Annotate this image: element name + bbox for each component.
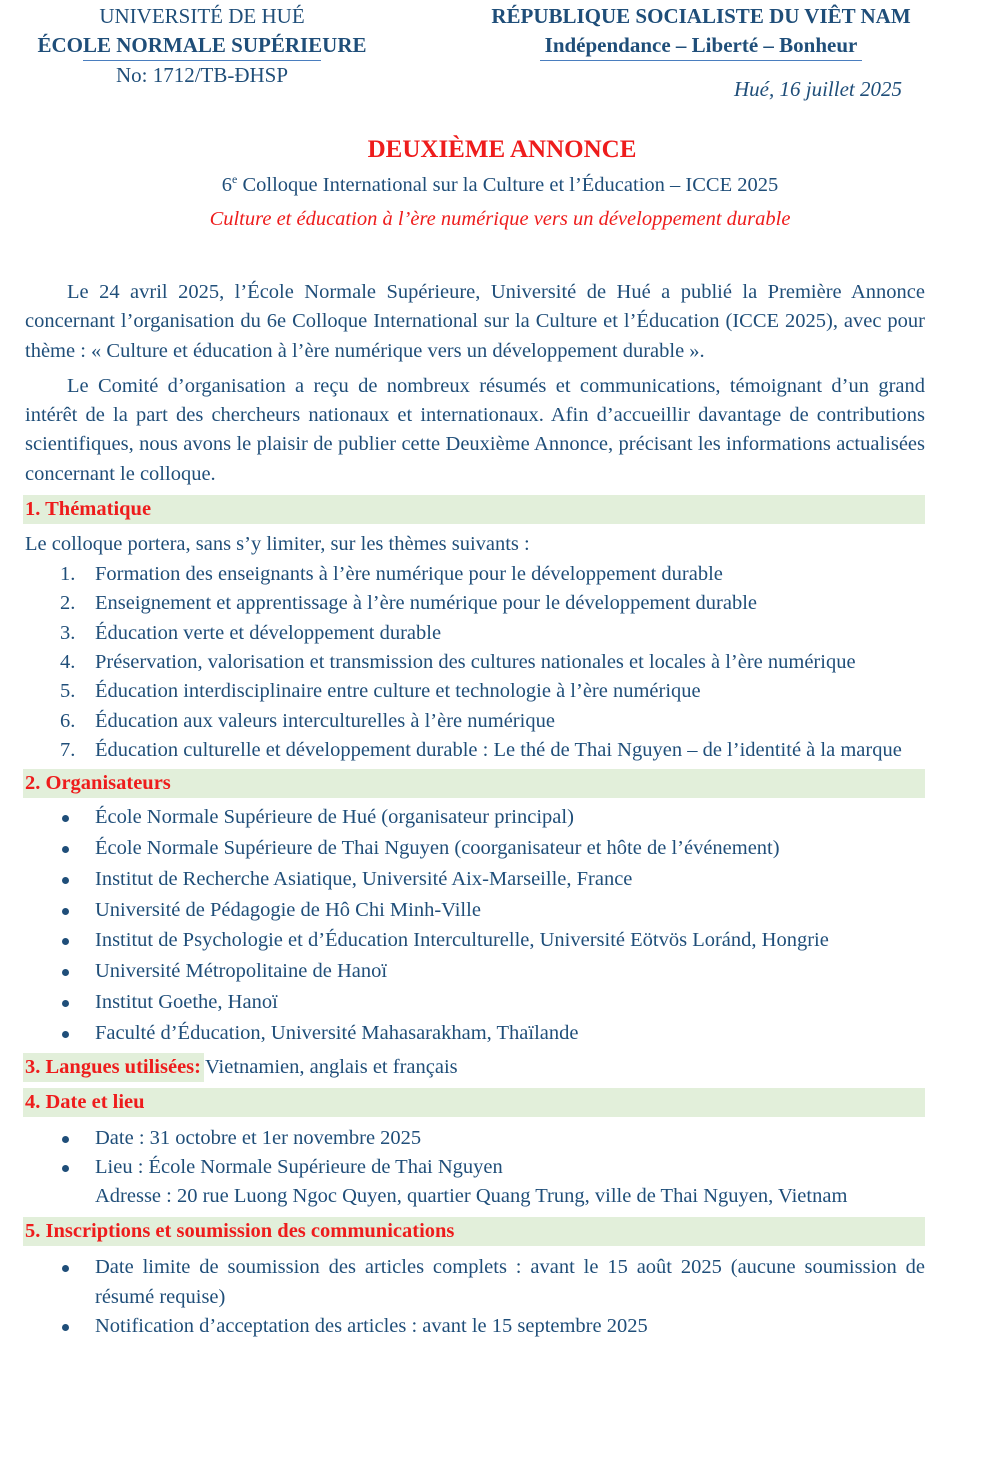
event-date: Date : 31 octobre et 1er novembre 2025 [95,1126,422,1149]
theme-text: Préservation, valorisation et transmission des cultures nationales et locales à l’ère numérique [95,650,856,673]
bullet-icon [62,1324,69,1331]
organiser-name: École Normale Supérieure de Thai Nguyen (coorganisateur et hôte de l’événement) [95,836,780,859]
bullet-icon [62,908,69,915]
place-date: Hué, 16 juillet 2025 [734,77,902,101]
organiser-item [25,895,925,926]
section-heading-thematique: 1. Thématique [23,495,925,524]
section-heading-date-lieu: 4. Date et lieu [23,1088,925,1117]
announcement-title-block [0,134,1000,234]
bullet-icon [62,1136,69,1143]
theme-number: 5. [60,680,76,703]
section-heading-inscriptions: 5. Inscriptions et soumission des communications [23,1217,925,1246]
theme-item [25,677,925,706]
theme-item [25,619,925,648]
announcement-title: DEUXIÈME ANNONCE [367,136,637,163]
theme-text: Enseignement et apprentissage à l’ère numérique pour le développement durable [95,592,758,615]
organiser-name: Institut de Psychologie et d’Éducation Interculturelle, Université Eötvös Loránd, Hongrie [95,929,829,952]
edition-superscript: e [232,172,238,186]
organiser-item [25,1018,925,1049]
issuer-header [22,2,382,90]
theme-item [25,648,925,677]
header-right-underline [540,60,862,61]
bullet-icon [62,846,69,853]
theme-number: 6. [60,709,76,732]
colloquium-name: Colloque International sur la Culture et l’Éducation – ICCE 2025 [237,174,779,196]
thematique-intro: Le colloque portera, sans s’y limiter, sur les thèmes suivants : [25,533,530,556]
organiser-item [25,987,925,1018]
section-heading-langues: 3. Langues utilisées: [23,1053,204,1082]
university-name: UNIVERSITÉ DE HUÉ [99,4,305,28]
bullet-icon [62,938,69,945]
theme-item [25,707,925,736]
organiser-item [25,925,925,956]
bullet-icon [62,1031,69,1038]
reference-number: No: 1712/TB-ĐHSP [115,63,289,87]
event-address: Adresse : 20 rue Luong Ngoc Quyen, quartier Quang Trung, ville de Thai Nguyen, Vietnam [95,1185,848,1208]
bullet-icon [62,877,69,884]
organiser-name: Université Métropolitaine de Hanoï [95,960,388,983]
school-name: ÉCOLE NORMALE SUPÉRIEURE [37,33,367,57]
notification-item [25,1312,925,1341]
bullet-icon [62,1165,69,1172]
theme-number: 2. [60,592,76,615]
colloquium-theme: Culture et éducation à l’ère numérique vers un développement durable [209,208,791,230]
section-langues [23,1053,925,1082]
national-motto: Indépendance – Liberté – Bonheur [544,33,858,57]
date-location-list [25,1124,925,1212]
location-item [25,1153,925,1212]
bullet-icon [62,1265,69,1272]
theme-number: 7. [60,738,76,761]
theme-number: 1. [60,563,76,586]
intro-paragraph-1: Le 24 avril 2025, l’École Normale Supérieure, Université de Hué a publié la Première Annonce concernant l’organisation du 6e Colloque International sur la Culture et l’Éducation (ICCE 2025), avec pour thème : « Culture et éducation à l’ère numérique vers un développement durable ». [25,281,925,362]
languages-value: Vietnamien, anglais et français [204,1055,458,1078]
bullet-icon [62,815,69,822]
edition-number: 6 [221,174,233,196]
theme-text: Éducation interdisciplinaire entre culture et technologie à l’ère numérique [95,680,701,703]
organiser-name: Université de Pédagogie de Hô Chi Minh-Ville [95,898,481,921]
submission-deadline: Date limite de soumission des articles complets : avant le 15 août 2025 (aucune soumission de résumé requise) [95,1256,925,1308]
theme-text: Éducation verte et développement durable [95,621,442,644]
date-item [25,1124,925,1153]
organiser-name: Institut de Recherche Asiatique, Université Aix-Marseille, France [95,867,633,890]
intro-paragraph-2: Le Comité d’organisation a reçu de nombreux résumés et communications, témoignant d’un grand intérêt de la part des chercheurs nationaux et internationaux. Afin d’accueillir davantage de contributions scientifiques, nous avons le plaisir de publier cette Deuxième Annonce, précisant les informations actualisées concernant le colloque. [25,374,925,485]
theme-item [25,560,925,589]
organisers-list [25,802,925,1048]
theme-item [25,736,925,765]
theme-text: Éducation aux valeurs interculturelles à l’ère numérique [95,709,555,732]
organiser-name: Faculté d’Éducation, Université Mahasarakham, Thaïlande [95,1021,579,1044]
organiser-item [25,802,925,833]
theme-text: Formation des enseignants à l’ère numérique pour le développement durable [95,563,723,586]
event-venue: Lieu : École Normale Supérieure de Thai Nguyen [95,1155,503,1178]
country-name: RÉPUBLIQUE SOCIALISTE DU VIÊT NAM [491,4,911,28]
national-header [466,2,936,104]
organiser-name: Institut Goethe, Hanoï [95,990,278,1013]
organiser-name: École Normale Supérieure de Hué (organisateur principal) [95,806,574,829]
organiser-item [25,956,925,987]
bullet-icon [62,1000,69,1007]
deadline-item [25,1253,925,1312]
organiser-item [25,833,925,864]
organiser-item [25,864,925,895]
theme-number: 4. [60,650,76,673]
colloquium-subtitle [0,170,1000,200]
submission-list [25,1253,925,1341]
document-body [25,278,925,1341]
section-heading-organisateurs: 2. Organisateurs [23,769,925,798]
theme-item [25,589,925,618]
bullet-icon [62,969,69,976]
themes-list [25,560,925,765]
acceptance-notification: Notification d’acceptation des articles : avant le 15 septembre 2025 [95,1315,648,1338]
theme-text: Éducation culturelle et développement durable : Le thé de Thai Nguyen – de l’identité à la marque [95,738,902,761]
theme-number: 3. [60,621,76,644]
